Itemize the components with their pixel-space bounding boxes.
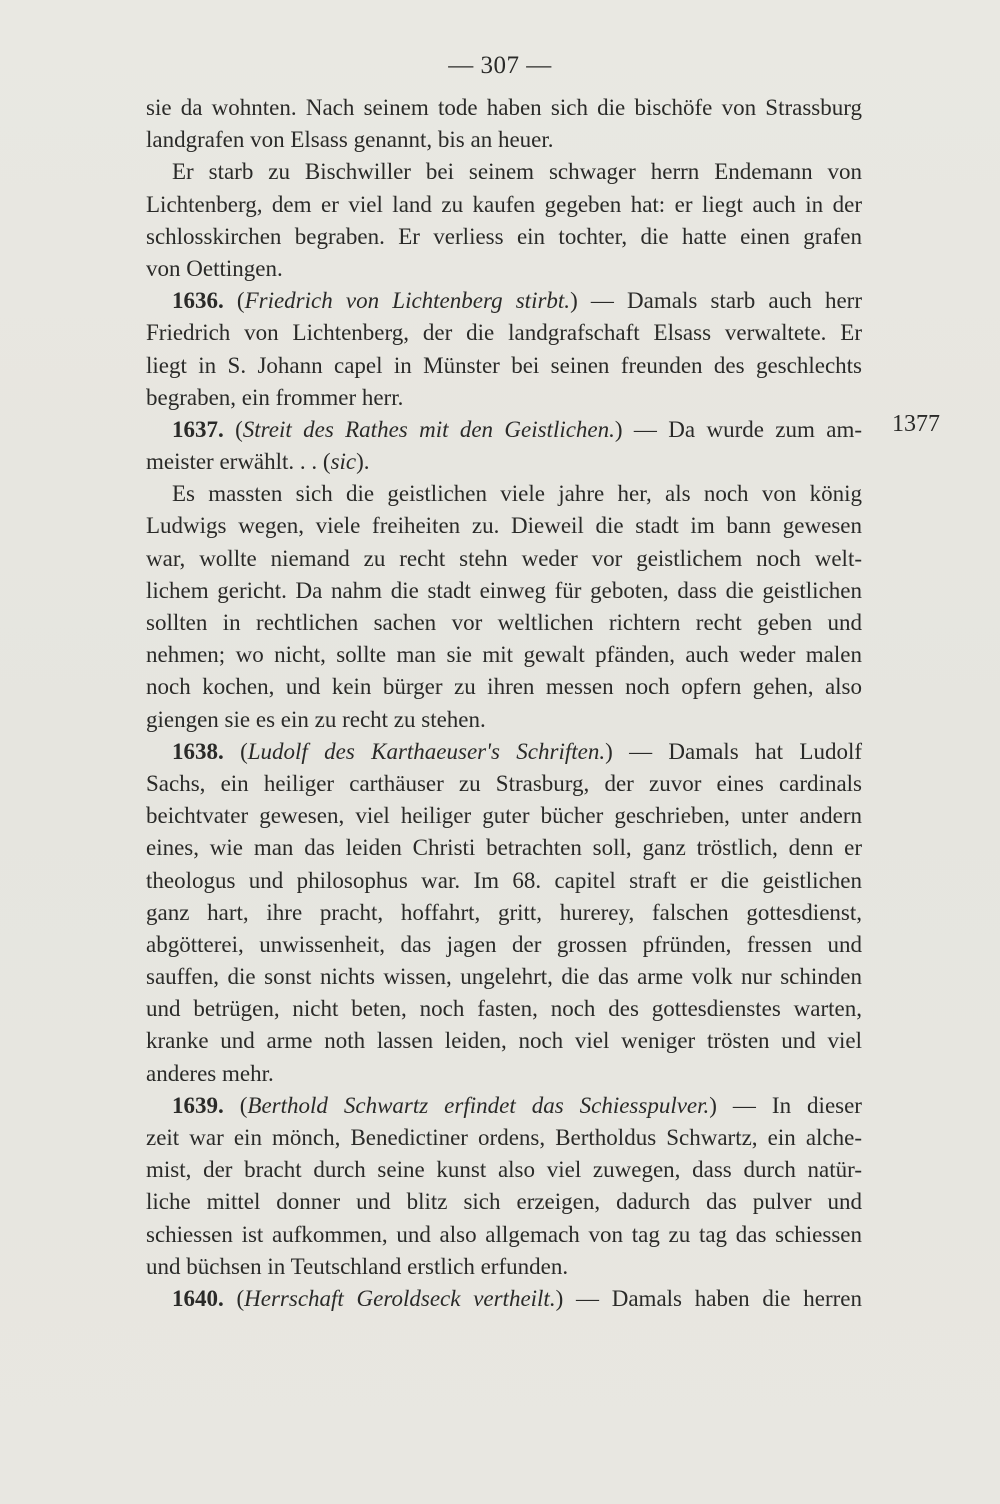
entry-number: 1638. xyxy=(172,738,224,764)
text-line: sauffen, die sonst nichts wissen, ungelehrt, die das arme volk nur schinden xyxy=(146,964,862,990)
text-line: sie da wohnten. Nach seinem tode haben sich die bischöfe von Strassburg xyxy=(146,95,862,120)
chronicle-text xyxy=(146,92,862,1315)
entry-1640-heading: 1640. (Herrschaft Geroldseck vertheilt.) — Damals haben die herren xyxy=(172,1285,862,1311)
entry-number: 1637. xyxy=(172,416,224,442)
text-line: und büchsen in Teutschland erstlich erfunden. xyxy=(146,1253,569,1279)
text-line: Es massten sich die geistlichen viele jahre her, als noch von könig xyxy=(172,481,862,507)
text-line: sollten in rechtlichen sachen vor weltlichen richtern recht geben und xyxy=(146,610,862,635)
text-line: und betrügen, nicht beten, noch fasten, noch des gottesdienstes warten, xyxy=(146,996,862,1022)
entry-number: 1639. xyxy=(172,1092,224,1118)
text-line: Friedrich von Lichtenberg, der die landgrafschaft Elsass verwaltete. Er xyxy=(146,320,862,346)
entry-title: Berthold Schwartz erfindet das Schiesspulver. xyxy=(247,1092,710,1118)
text-line: anderes mehr. xyxy=(146,1060,274,1086)
text-line: Sachs, ein heiliger carthäuser zu Strasburg, der zuvor eines cardinals xyxy=(146,770,862,796)
text-line: abgötterei, unwissenheit, das jagen der grossen pfründen, fressen und xyxy=(146,931,862,957)
text-line: lichem gericht. Da nahm die stadt einweg für geboten, dass die geistlichen xyxy=(146,577,862,603)
entry-title: Streit des Rathes mit den Geistlichen. xyxy=(242,416,615,442)
text-line: beichtvater gewesen, viel heiliger guter bücher geschrieben, unter andern xyxy=(146,803,862,829)
entry-number: 1640. xyxy=(172,1285,224,1311)
text-line: von Oettingen. xyxy=(146,255,283,281)
text-line: kranke und arme noth lassen leiden, noch viel weniger trösten und viel xyxy=(146,1028,862,1054)
text-line: meister erwählt. . . (sic). xyxy=(146,449,370,475)
text-line: Er starb zu Bischwiller bei seinem schwager herrn Endemann von xyxy=(172,159,862,185)
text-line: eines, wie man das leiden Christi betrachten soll, ganz tröstlich, denn er xyxy=(146,835,862,861)
text-line: zeit war ein mönch, Benedictiner ordens, Bertholdus Schwartz, ein alche- xyxy=(146,1125,862,1150)
text-line: ganz hart, ihre pracht, hoffahrt, gritt, hurerey, falschen gottesdienst, xyxy=(146,899,862,925)
entry-1639-heading: 1639. (Berthold Schwartz erfindet das Schiesspulver.) — In dieser xyxy=(172,1092,862,1118)
entry-title: Friedrich von Lichtenberg stirbt. xyxy=(244,288,571,314)
entry-1636-heading: 1636. (Friedrich von Lichtenberg stirbt.) — Damals starb auch herr xyxy=(172,288,862,314)
text-line: noch kochen, und kein bürger zu ihren messen noch opfern gehen, also xyxy=(146,674,862,700)
text-line: nehmen; wo nicht, sollte man sie mit gewalt pfänden, auch weder malen xyxy=(146,642,862,668)
text-line: mist, der bracht durch seine kunst also viel zuwegen, dass durch natür- xyxy=(146,1157,862,1183)
entry-number: 1636. xyxy=(172,288,224,314)
text-line: war, wollte niemand zu recht stehn weder vor geistlichem noch welt- xyxy=(146,545,862,571)
text-line: giengen sie es ein zu recht zu stehen. xyxy=(146,706,486,732)
entry-title: Ludolf des Karthaeuser's Schriften. xyxy=(247,738,606,764)
text-line: liegt in S. Johann capel in Münster bei seinen freunden des geschlechts xyxy=(146,352,862,378)
text-line: begraben, ein frommer herr. xyxy=(146,384,404,410)
text-line: theologus und philosophus war. Im 68. capitel straft er die geistlichen xyxy=(146,867,862,893)
text-line: Lichtenberg, dem er viel land zu kaufen gegeben hat: er liegt auch in der xyxy=(146,191,862,217)
text-line: liche mittel donner und blitz sich erzeigen, dadurch das pulver und xyxy=(146,1189,862,1215)
entry-title: Herrschaft Geroldseck vertheilt. xyxy=(244,1285,556,1311)
text-line: Ludwigs wegen, viele freiheiten zu. Dieweil die stadt im bann gewesen xyxy=(146,513,862,539)
entry-1638-heading: 1638. (Ludolf des Karthaeuser's Schriften.) — Damals hat Ludolf xyxy=(172,738,862,764)
text-line: schiessen ist aufkommen, und also allgemach von tag zu tag das schiessen xyxy=(146,1221,862,1247)
text-line: landgrafen von Elsass genannt, bis an heuer. xyxy=(146,127,554,153)
entry-1637-heading: 1637. (Streit des Rathes mit den Geistlichen.) — Da wurde zum am- xyxy=(172,416,863,442)
page-number: — 307 — xyxy=(448,52,552,79)
margin-year: 1377 xyxy=(892,411,940,437)
text-line: schlosskirchen begraben. Er verliess ein tochter, die hatte einen grafen xyxy=(146,223,862,249)
